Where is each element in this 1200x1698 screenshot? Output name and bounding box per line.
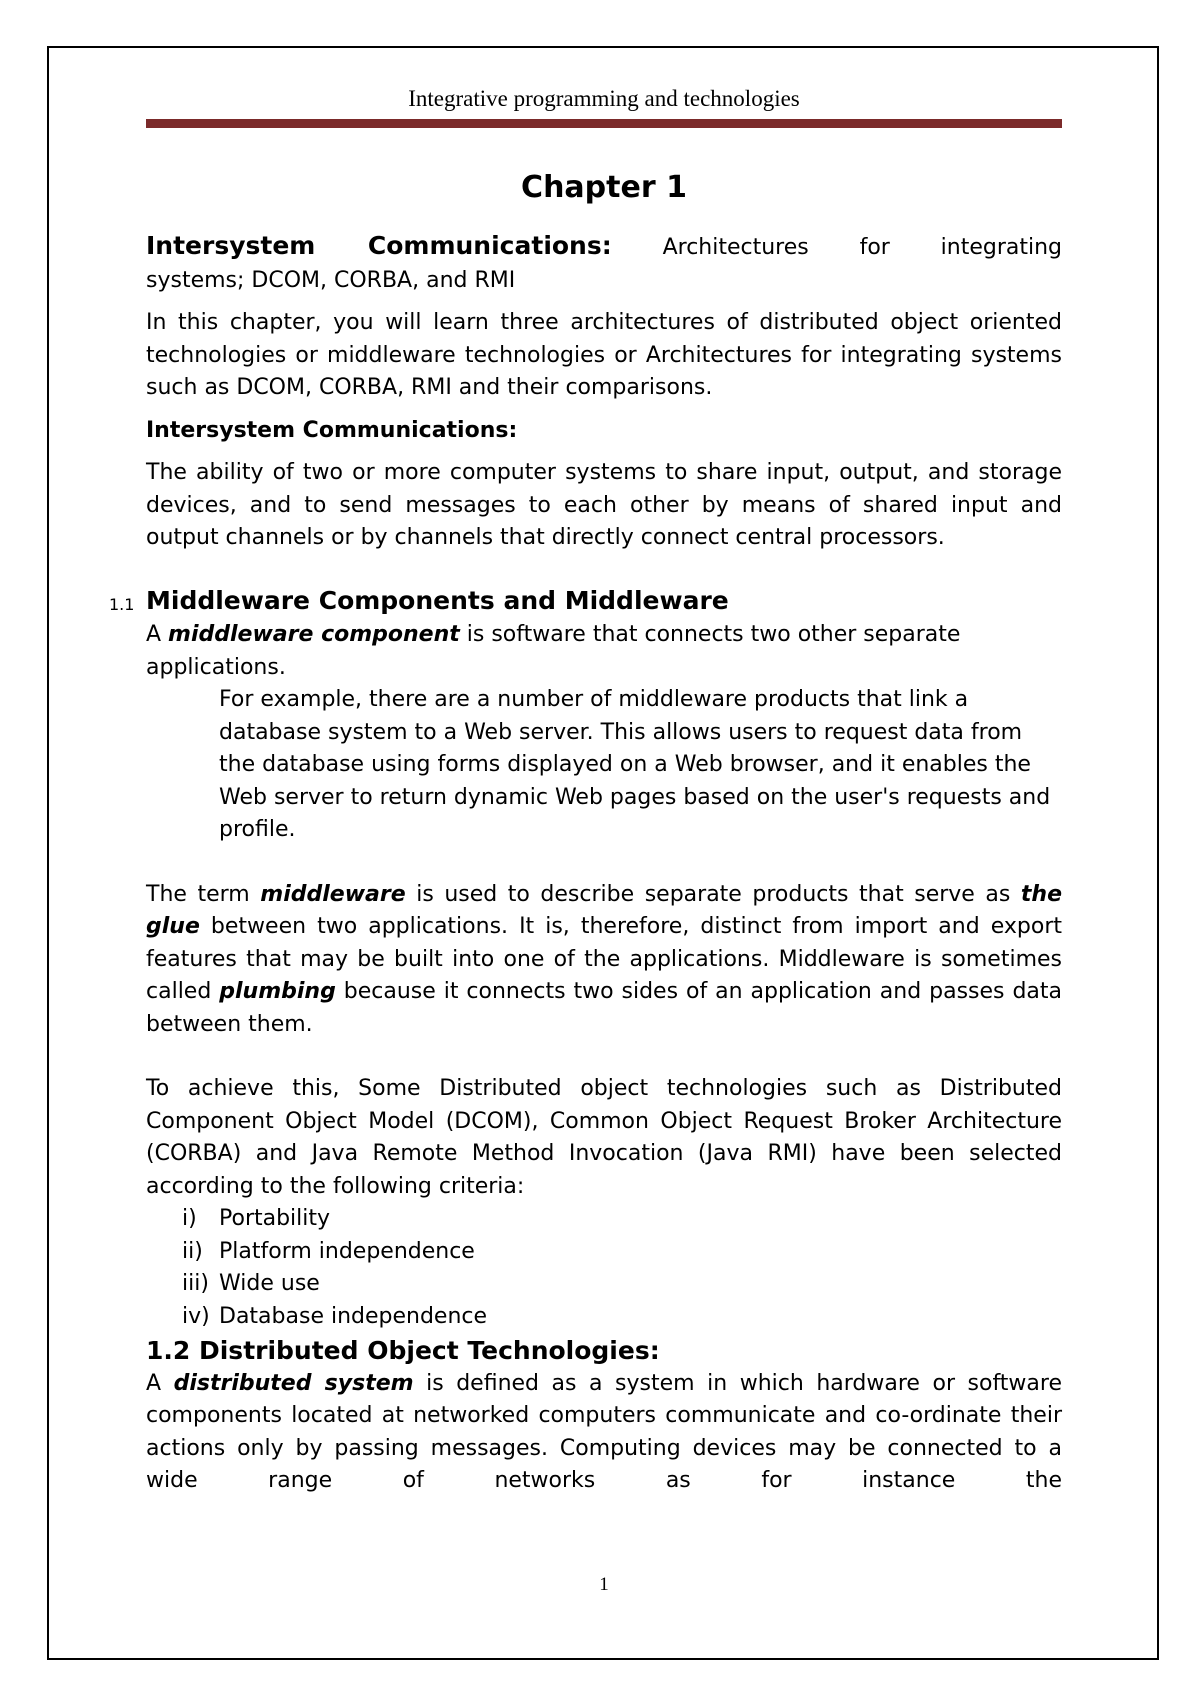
the-glue-term: the glue bbox=[146, 881, 1063, 939]
list-item-number: ii) bbox=[182, 1238, 203, 1264]
section-1-1-number: 1.1 bbox=[109, 594, 135, 614]
list-item bbox=[182, 1301, 1062, 1334]
header-rule bbox=[146, 119, 1062, 128]
distributed-system-term: distributed system bbox=[173, 1370, 414, 1396]
list-item bbox=[182, 1236, 1062, 1269]
term-text: The term bbox=[146, 881, 261, 907]
section-1-1-title: Middleware Components and Middleware bbox=[146, 585, 729, 615]
list-item-text: Platform independence bbox=[219, 1238, 475, 1264]
term-text: is used to describe separate products that serve as bbox=[405, 881, 1021, 907]
list-item-number: iv) bbox=[182, 1303, 210, 1329]
list-item-text: Wide use bbox=[219, 1271, 320, 1296]
intro-heading-bold: Intersystem Communications: bbox=[146, 231, 612, 260]
list-item bbox=[182, 1203, 1062, 1236]
distributed-system-definition bbox=[146, 1368, 1062, 1498]
term-text: between two applications. It is, therefore, distinct from import and export features that may be built into one of the applications. Middleware is sometimes called bbox=[146, 914, 1062, 1004]
definition-text: is software that connects two other separate applications. bbox=[146, 622, 961, 680]
intersystem-paragraph: The ability of two or more computer systems to share input, output, and storage devices, and to send messages to each other by means of shared input and output channels or by channels that directly connect central processors. bbox=[146, 460, 1062, 550]
intersystem-heading: Intersystem Communications: bbox=[146, 417, 518, 443]
list-item-text: Database independence bbox=[219, 1303, 488, 1329]
chapter-title: Chapter 1 bbox=[521, 170, 687, 205]
intro-paragraph: In this chapter, you will learn three architectures of distributed object oriented technologies or middleware technologies or Architectures for integrating systems such as DCOM, CORBA, RMI and their comparisons. bbox=[146, 310, 1062, 400]
middleware-definition bbox=[146, 619, 1062, 684]
running-header: Integrative programming and technologies bbox=[408, 86, 800, 111]
section-1-2-heading: 1.2 Distributed Object Technologies: bbox=[146, 1336, 660, 1365]
middleware-term: middleware bbox=[260, 881, 406, 907]
page-number: 1 bbox=[599, 1574, 609, 1595]
definition-text: A bbox=[146, 1370, 174, 1396]
list-item-number: i) bbox=[182, 1206, 197, 1231]
middleware-term-paragraph bbox=[146, 879, 1062, 1042]
page-content bbox=[109, 160, 1063, 1498]
intro-heading-line2: systems; DCOM, CORBA, and RMI bbox=[146, 267, 516, 293]
intro-heading-rest: Architectures for integrating bbox=[662, 235, 1063, 260]
middleware-example: For example, there are a number of middleware products that link a database system to a Web server. This allows users to request data from the database using forms displayed on a Web browser, and it enables the Web server to return dynamic Web pages based on the user's requests and profile. bbox=[219, 687, 1051, 842]
definition-text: A bbox=[146, 622, 169, 647]
plumbing-term: plumbing bbox=[219, 979, 336, 1004]
intro-heading bbox=[146, 230, 1062, 265]
list-item-text: Portability bbox=[219, 1206, 331, 1231]
section-1-1-heading bbox=[109, 585, 1062, 620]
list-item bbox=[182, 1268, 1062, 1301]
achieve-paragraph: To achieve this, Some Distributed object technologies such as Distributed Component Object Model (DCOM), Common Object Request Broker Architecture (CORBA) and Java Remote Method Invocation (Java RMI) have been selected according to the following criteria: bbox=[146, 1076, 1062, 1199]
list-item-number: iii) bbox=[182, 1271, 209, 1296]
definition-text: is defined as a system in which hardware or software components located at networked computers communicate and co-ordinate their actions only by passing messages. Computing devices may be connected to a wide range of networks as for instance the bbox=[146, 1370, 1063, 1493]
criteria-list bbox=[146, 1203, 1062, 1333]
term-text: because it connects two sides of an application and passes data between them. bbox=[146, 979, 1062, 1037]
middleware-component-term: middleware component bbox=[168, 622, 460, 647]
